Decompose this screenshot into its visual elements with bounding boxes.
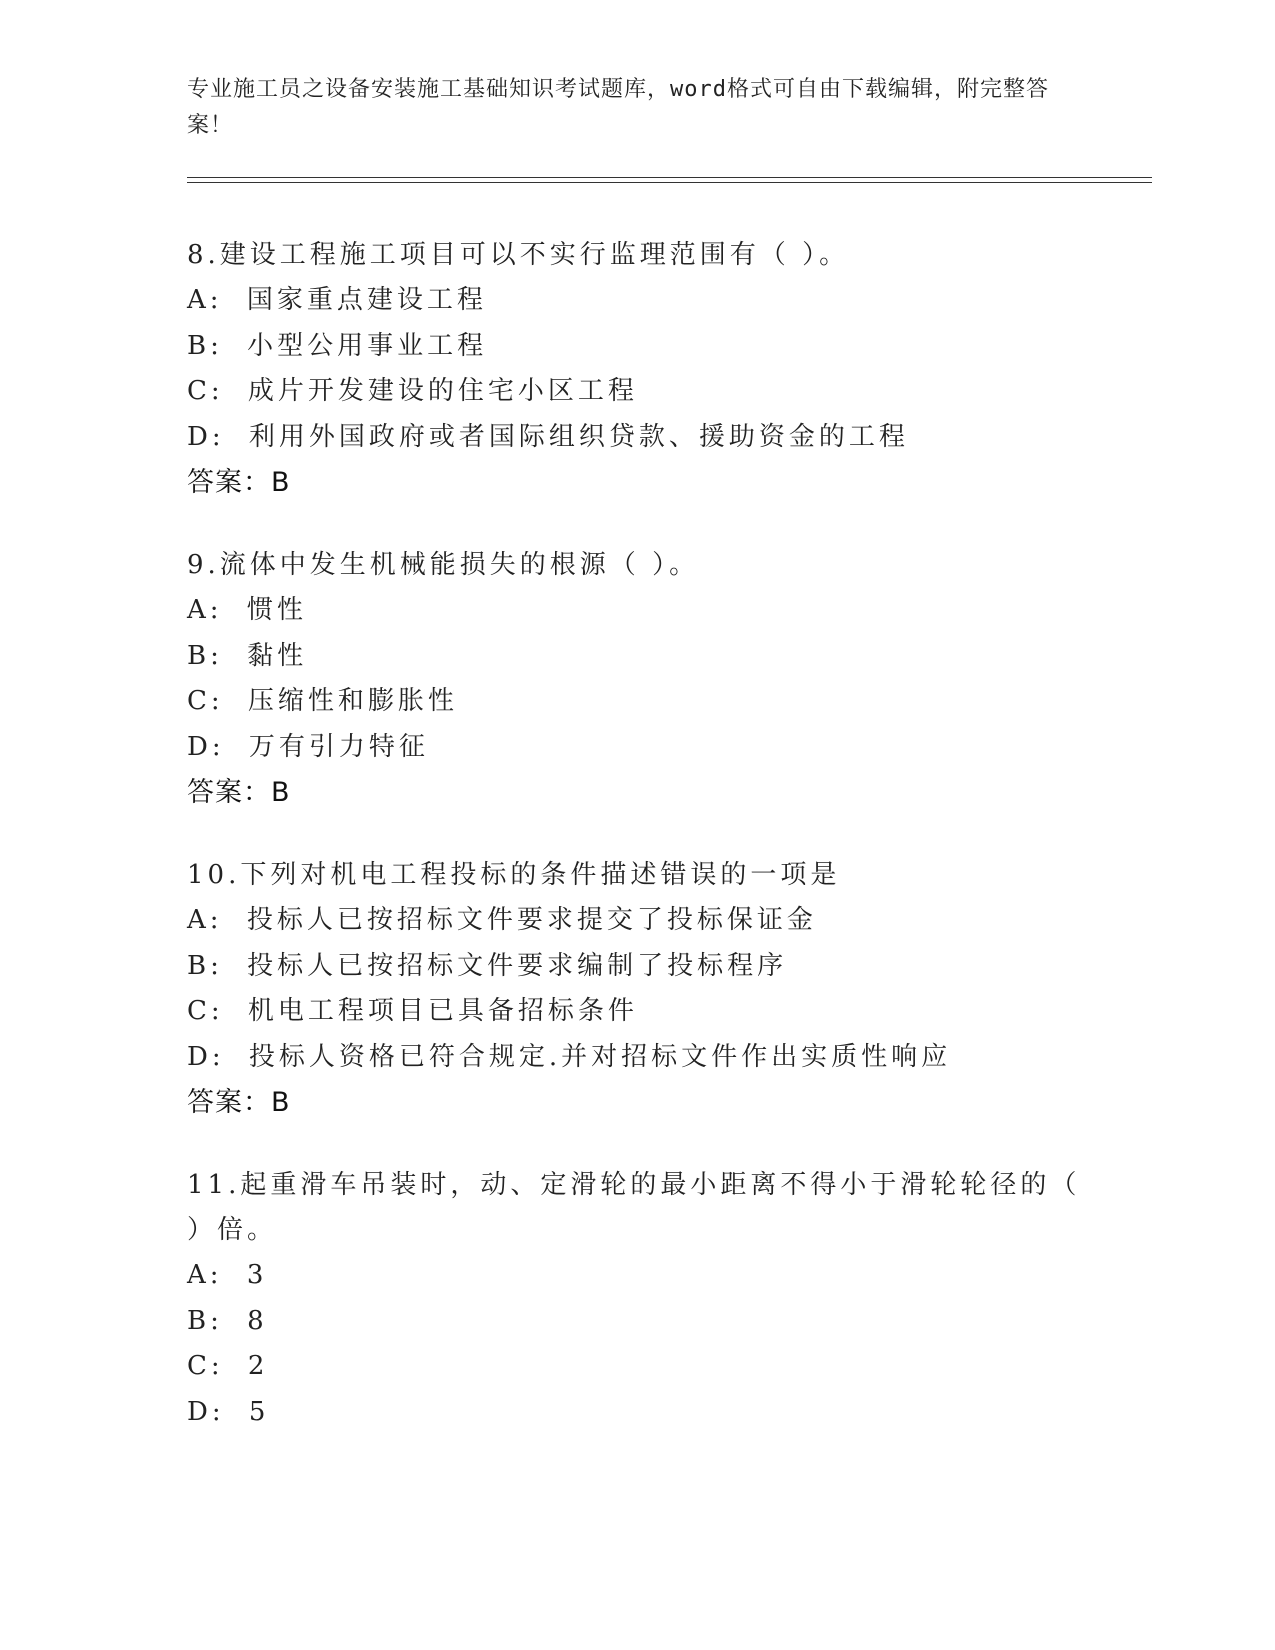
option-text: 机电工程项目已具备招标条件 bbox=[247, 996, 638, 1026]
question-stem: 8.建设工程施工项目可以不实行监理范围有（ ）。 bbox=[187, 240, 850, 270]
question-stem: 10.下列对机电工程投标的条件描述错误的一项是 bbox=[187, 860, 841, 890]
option-text: 5 bbox=[248, 1396, 270, 1427]
option-key: C: bbox=[187, 1351, 224, 1381]
option-text: 2 bbox=[247, 1351, 269, 1381]
option-text: 成片开发建设的住宅小区工程 bbox=[247, 376, 638, 406]
answer-line: 答案：B bbox=[187, 467, 291, 498]
option-key: B: bbox=[187, 1305, 223, 1336]
option-text: 利用外国政府或者国际组织贷款、援助资金的工程 bbox=[248, 421, 909, 452]
option-d bbox=[187, 415, 1087, 461]
question-10 bbox=[187, 853, 1087, 1125]
option-c bbox=[187, 989, 1087, 1035]
question-9 bbox=[187, 543, 1087, 815]
option-key: B: bbox=[187, 640, 223, 671]
option-d bbox=[187, 725, 1087, 771]
option-key: D: bbox=[187, 1396, 225, 1427]
option-text: 3 bbox=[246, 1260, 268, 1290]
option-a bbox=[187, 1253, 1087, 1299]
answer-line: 答案：B bbox=[187, 1087, 291, 1118]
option-c bbox=[187, 679, 1087, 725]
option-text: 黏性 bbox=[247, 640, 308, 671]
header-divider-bottom bbox=[187, 182, 1152, 183]
option-b bbox=[187, 944, 1087, 990]
option-a bbox=[187, 588, 1087, 634]
option-key: B: bbox=[187, 330, 223, 361]
question-stem: 11.起重滑车吊装时，动、定滑轮的最小距离不得小于滑轮轮径的（ ）倍。 bbox=[187, 1170, 1081, 1245]
answer-line: 答案：B bbox=[187, 777, 291, 808]
question-8 bbox=[187, 233, 1087, 505]
option-key: A: bbox=[187, 595, 223, 625]
option-key: B: bbox=[187, 950, 223, 981]
question-stem: 9.流体中发生机械能损失的根源（ ）。 bbox=[187, 550, 700, 580]
option-text: 投标人已按招标文件要求编制了投标程序 bbox=[247, 950, 788, 981]
option-c bbox=[187, 369, 1087, 415]
option-text: 8 bbox=[247, 1305, 268, 1336]
option-key: A: bbox=[187, 285, 223, 315]
option-text: 小型公用事业工程 bbox=[247, 330, 488, 361]
option-a bbox=[187, 898, 1087, 944]
option-text: 万有引力特征 bbox=[248, 731, 429, 762]
option-key: A: bbox=[187, 1260, 223, 1290]
option-d bbox=[187, 1035, 1087, 1081]
option-c bbox=[187, 1344, 1087, 1390]
question-11 bbox=[187, 1163, 1087, 1435]
option-d bbox=[187, 1390, 1087, 1436]
option-b bbox=[187, 324, 1087, 370]
option-b bbox=[187, 1299, 1087, 1345]
option-key: C: bbox=[187, 376, 224, 406]
option-a bbox=[187, 278, 1087, 324]
option-b bbox=[187, 634, 1087, 680]
option-key: A: bbox=[187, 905, 223, 935]
option-key: D: bbox=[187, 731, 225, 762]
option-text: 投标人资格已符合规定.并对招标文件作出实质性响应 bbox=[248, 1041, 952, 1072]
option-key: D: bbox=[187, 421, 225, 452]
option-text: 国家重点建设工程 bbox=[246, 285, 487, 315]
option-key: C: bbox=[187, 996, 224, 1026]
header-divider-top bbox=[187, 177, 1152, 178]
option-key: D: bbox=[187, 1041, 225, 1072]
option-key: C: bbox=[187, 686, 224, 716]
option-text: 压缩性和膨胀性 bbox=[247, 686, 458, 716]
document-intro: 专业施工员之设备安装施工基础知识考试题库，word格式可自由下载编辑，附完整答案！ bbox=[187, 77, 1049, 138]
question-list bbox=[187, 233, 1087, 1473]
option-text: 惯性 bbox=[246, 595, 307, 625]
option-text: 投标人已按招标文件要求提交了投标保证金 bbox=[246, 905, 817, 935]
